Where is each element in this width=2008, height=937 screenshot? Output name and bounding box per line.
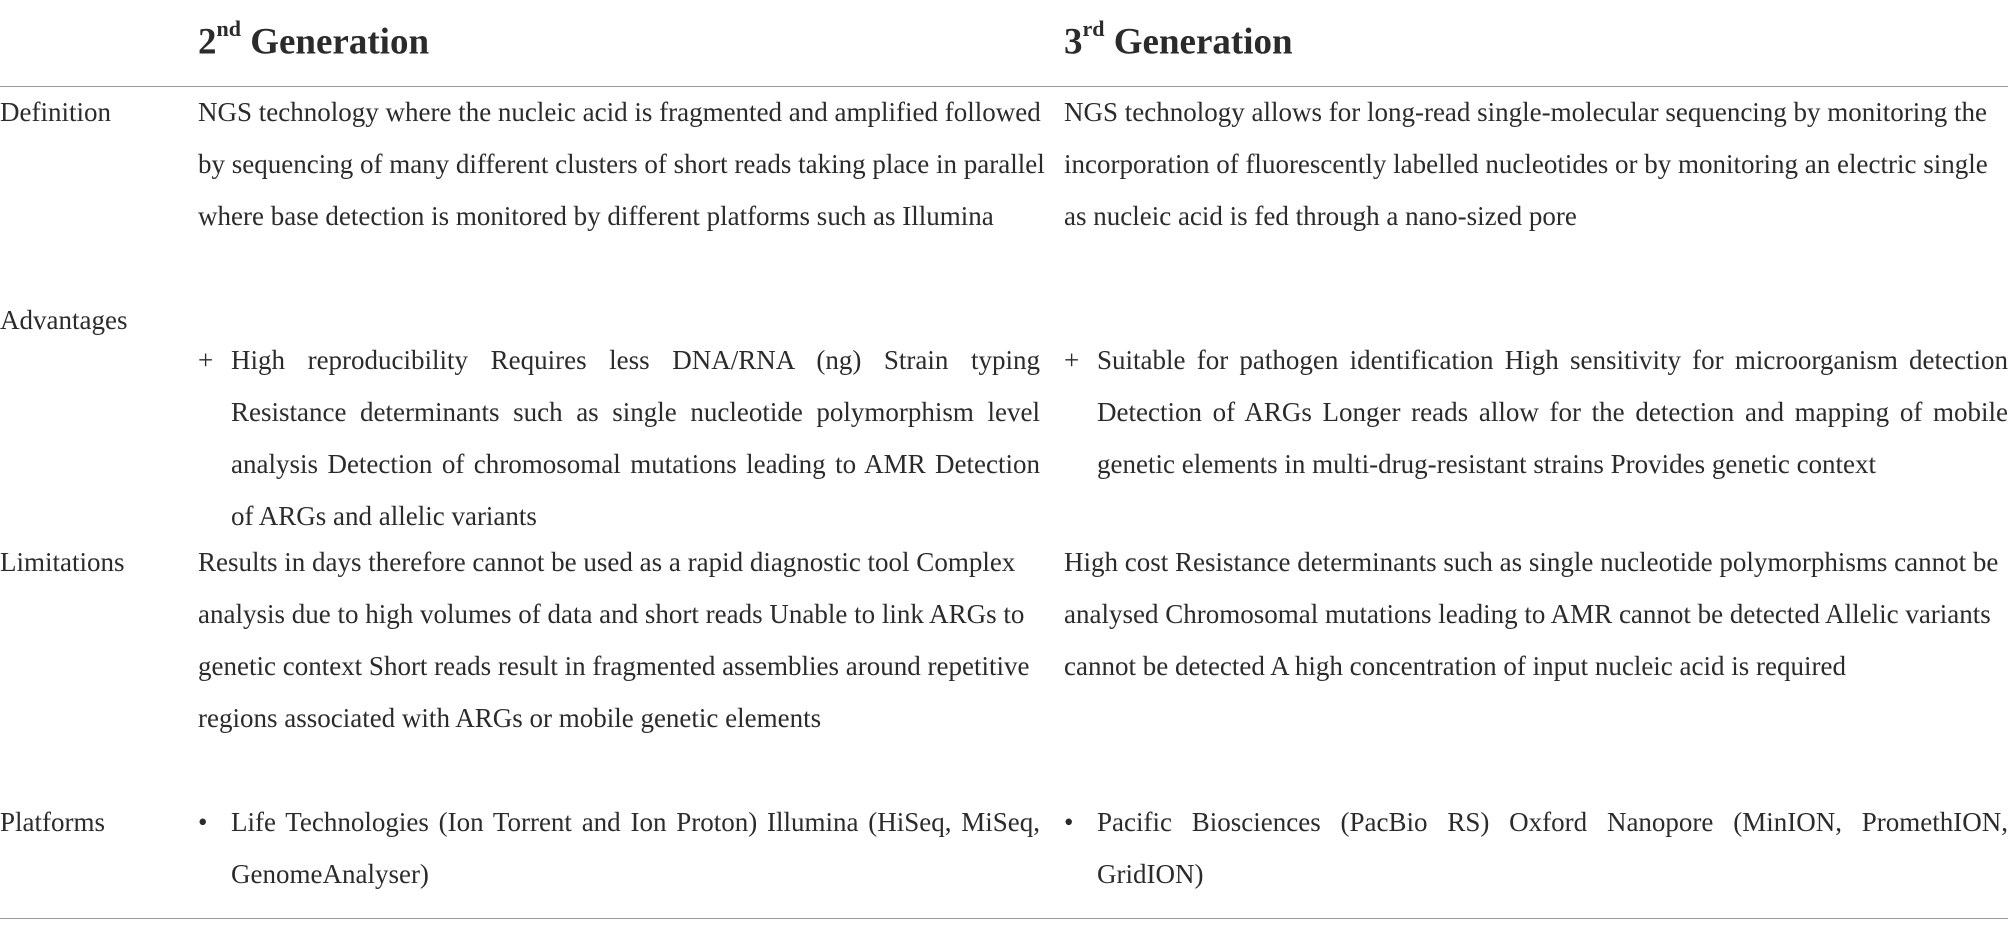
platforms-2nd-gen-text: Life Technologies (Ion Torrent and Ion Proton) Illumina (HiSeq, MiSeq, GenomeAnalyser) bbox=[231, 807, 1040, 889]
bullet-icon: • bbox=[1064, 807, 1074, 837]
header-3rd-text: Generation bbox=[1104, 21, 1293, 63]
cell-advantages-3rd-gen bbox=[1064, 334, 2008, 490]
row-label-platforms: Platforms bbox=[0, 807, 105, 837]
advantages-3rd-gen-text: Suitable for pathogen identification High sensitivity for microorganism detection Detection of ARGs Longer reads allow for the detection and mapping of mobile genetic elements in multi-drug-resistant strains Provides genetic context bbox=[1097, 345, 2008, 479]
cell-limitations-3rd-gen: High cost Resistance determinants such as single nucleotide polymorphisms cannot be analysed Chromosomal mutations leading to AMR cannot be detected Allelic variants cannot be detected A high concentration of input nucleic acid is required bbox=[1064, 547, 1999, 681]
cell-platforms-2nd-gen bbox=[198, 796, 1040, 900]
header-2nd-number: 2 bbox=[198, 21, 217, 63]
plus-icon: + bbox=[198, 345, 214, 375]
platforms-3rd-gen-text: Pacific Biosciences (PacBio RS) Oxford Nanopore (MinION, PromethION, GridION) bbox=[1097, 807, 2008, 889]
header-3rd-number: 3 bbox=[1064, 21, 1083, 63]
table-header-row bbox=[0, 0, 2008, 87]
header-2nd-text: Generation bbox=[240, 21, 430, 63]
row-label-definition: Definition bbox=[0, 97, 111, 127]
header-3rd-superscript: rd bbox=[1082, 16, 1105, 41]
bullet-icon: • bbox=[198, 807, 208, 837]
cell-definition-2nd-gen: NGS technology where the nucleic acid is fragmented and amplified followed by sequencing of many different clusters of short reads taking place in parallel where base detection is monitored by different platforms such as Illumina bbox=[198, 97, 1045, 231]
cell-platforms-3rd-gen bbox=[1064, 796, 2008, 900]
plus-icon: + bbox=[1064, 345, 1080, 375]
header-2nd-generation bbox=[198, 16, 430, 63]
row-label-advantages: Advantages bbox=[0, 305, 128, 335]
cell-advantages-2nd-gen bbox=[198, 334, 1040, 542]
cell-limitations-2nd-gen: Results in days therefore cannot be used as a rapid diagnostic tool Complex analysis due to high volumes of data and short reads Unable to link ARGs to genetic context Short reads result in fragmented assemblies around repetitive regions associated with ARGs or mobile genetic elements bbox=[198, 547, 1030, 733]
header-3rd-generation bbox=[1064, 16, 1293, 63]
advantages-2nd-gen-text: High reproducibility Requires less DNA/RNA (ng) Strain typing Resistance determinants such as single nucleotide polymorphism level analysis Detection of chromosomal mutations leading to AMR Detection of ARGs and allelic variants bbox=[231, 345, 1040, 531]
row-label-limitations: Limitations bbox=[0, 547, 125, 577]
table-bottom-rule bbox=[0, 918, 2008, 919]
header-2nd-superscript: nd bbox=[216, 16, 241, 41]
cell-definition-3rd-gen: NGS technology allows for long-read single-molecular sequencing by monitoring the incorporation of fluorescently labelled nucleotides or by monitoring an electric single as nucleic acid is fed through a nano-sized pore bbox=[1064, 97, 1988, 231]
